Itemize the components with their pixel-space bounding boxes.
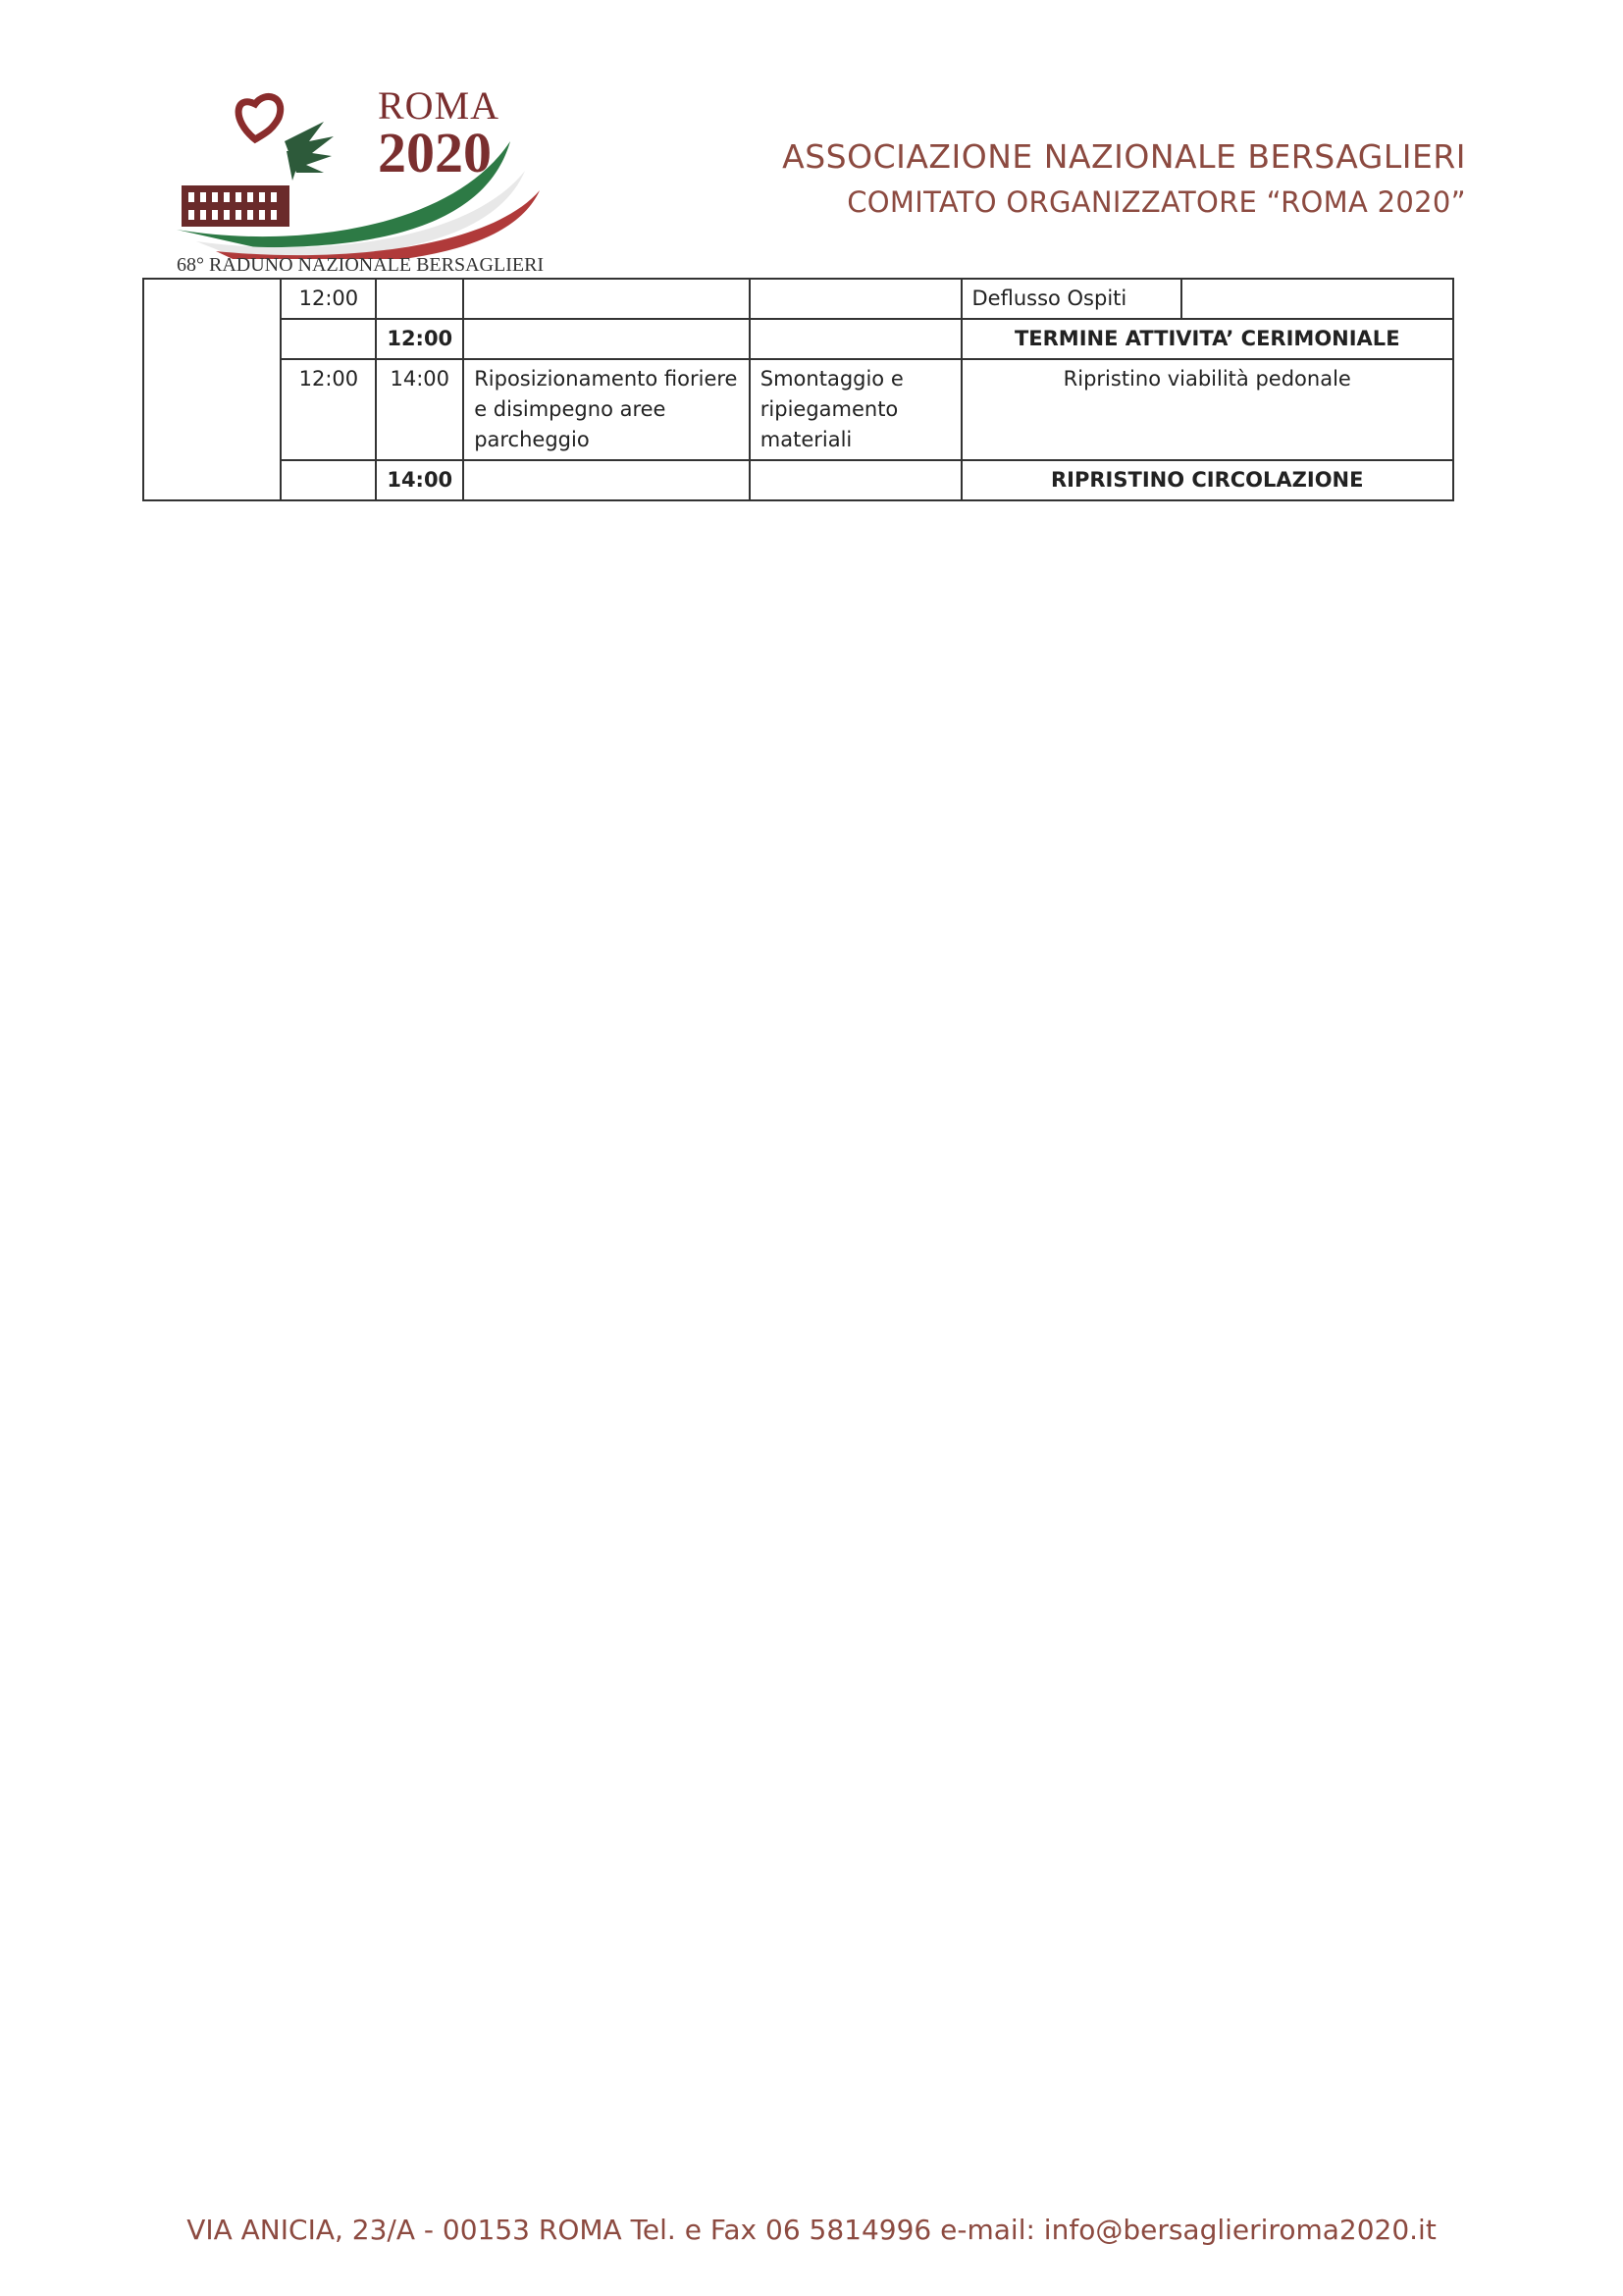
end-time-cell: 14:00 xyxy=(376,460,463,500)
logo-year-text: 2020 xyxy=(378,121,492,184)
table-row xyxy=(143,319,1453,359)
end-time-cell: 14:00 xyxy=(376,359,463,460)
start-time-cell: 12:00 xyxy=(281,279,376,319)
schedule-table xyxy=(142,278,1454,501)
task-cell: Smontaggio e ripiegamento materiali xyxy=(750,359,962,460)
table-row xyxy=(143,359,1453,460)
table-cell-empty xyxy=(143,279,281,500)
organization-name: ASSOCIAZIONE NAZIONALE BERSAGLIERI xyxy=(782,137,1466,176)
end-time-cell xyxy=(376,279,463,319)
extra-cell xyxy=(1181,279,1453,319)
note-cell: Deflusso Ospiti xyxy=(962,279,1182,319)
footer-contact: VIA ANICIA, 23/A - 00153 ROMA Tel. e Fax 06 5814996 e-mail: info@bersaglieriroma2020.it xyxy=(186,2214,1437,2246)
table-row xyxy=(143,460,1453,500)
note-cell: RIPRISTINO CIRCOLAZIONE xyxy=(962,460,1454,500)
organization-header xyxy=(782,137,1466,219)
activity-cell xyxy=(463,279,750,319)
activity-cell xyxy=(463,319,750,359)
activity-cell xyxy=(463,460,750,500)
activity-cell: Riposizionamento fioriere e disimpegno aree parcheggio xyxy=(463,359,750,460)
start-time-cell xyxy=(281,319,376,359)
start-time-cell xyxy=(281,460,376,500)
note-cell: TERMINE ATTIVITA’ CERIMONIALE xyxy=(962,319,1454,359)
organizing-committee: COMITATO ORGANIZZATORE “ROMA 2020” xyxy=(847,185,1466,219)
note-cell: Ripristino viabilità pedonale xyxy=(962,359,1454,460)
roma-2020-logo xyxy=(177,82,589,279)
start-time-cell: 12:00 xyxy=(281,359,376,460)
task-cell xyxy=(750,279,962,319)
logo-roma-text: ROMA xyxy=(378,83,500,128)
task-cell xyxy=(750,460,962,500)
end-time-cell: 12:00 xyxy=(376,319,463,359)
logo-subtitle: 68° RADUNO NAZIONALE BERSAGLIERI xyxy=(177,254,545,276)
table-row xyxy=(143,279,1453,319)
task-cell xyxy=(750,319,962,359)
